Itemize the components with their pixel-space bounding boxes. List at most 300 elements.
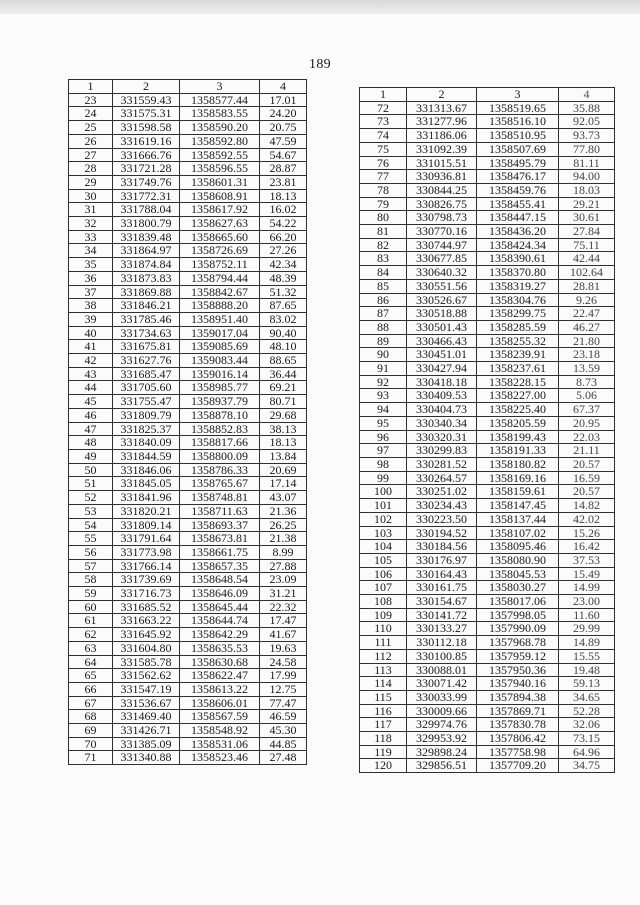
point-number: 79 bbox=[360, 197, 407, 211]
table-header-row bbox=[69, 80, 307, 94]
point-number: 111 bbox=[360, 636, 407, 650]
segment-length: 24.58 bbox=[260, 655, 307, 669]
x-coordinate: 331839.48 bbox=[113, 230, 180, 244]
point-number: 117 bbox=[360, 718, 407, 732]
x-coordinate: 330798.73 bbox=[407, 211, 477, 225]
segment-length: 31.21 bbox=[260, 587, 307, 601]
x-coordinate: 330677.85 bbox=[407, 252, 477, 266]
point-number: 73 bbox=[360, 115, 407, 129]
y-coordinate: 1358622.47 bbox=[180, 669, 260, 683]
table-row bbox=[69, 545, 307, 559]
y-coordinate: 1358255.32 bbox=[477, 334, 559, 348]
x-coordinate: 330154.67 bbox=[407, 595, 477, 609]
table-row bbox=[360, 156, 615, 170]
point-number: 96 bbox=[360, 430, 407, 444]
segment-length: 22.47 bbox=[559, 307, 615, 321]
x-coordinate: 331788.04 bbox=[113, 203, 180, 217]
y-coordinate: 1358107.02 bbox=[477, 526, 559, 540]
y-coordinate: 1358227.00 bbox=[477, 389, 559, 403]
y-coordinate: 1358635.53 bbox=[180, 641, 260, 655]
x-coordinate: 331874.84 bbox=[113, 258, 180, 272]
segment-length: 22.03 bbox=[559, 430, 615, 444]
segment-length: 44.85 bbox=[260, 737, 307, 751]
x-coordinate: 331277.96 bbox=[407, 115, 477, 129]
scan-top-edge bbox=[0, 0, 640, 14]
point-number: 32 bbox=[69, 217, 113, 231]
point-number: 120 bbox=[360, 759, 407, 773]
y-coordinate: 1358436.20 bbox=[477, 225, 559, 239]
x-coordinate: 330299.83 bbox=[407, 444, 477, 458]
y-coordinate: 1358147.45 bbox=[477, 499, 559, 513]
segment-length: 21.36 bbox=[260, 504, 307, 518]
point-number: 68 bbox=[69, 710, 113, 724]
table-row bbox=[69, 463, 307, 477]
y-coordinate: 1358748.81 bbox=[180, 491, 260, 505]
x-coordinate: 331800.79 bbox=[113, 217, 180, 231]
x-coordinate: 330234.43 bbox=[407, 499, 477, 513]
point-number: 84 bbox=[360, 266, 407, 280]
y-coordinate: 1358137.44 bbox=[477, 512, 559, 526]
y-coordinate: 1358390.61 bbox=[477, 252, 559, 266]
table-row bbox=[69, 299, 307, 313]
table-row bbox=[69, 395, 307, 409]
segment-length: 102.64 bbox=[559, 266, 615, 280]
y-coordinate: 1357709.20 bbox=[477, 759, 559, 773]
segment-length: 8.73 bbox=[559, 375, 615, 389]
segment-length: 24.20 bbox=[260, 107, 307, 121]
y-coordinate: 1358661.75 bbox=[180, 545, 260, 559]
x-coordinate: 330320.31 bbox=[407, 430, 477, 444]
segment-length: 75.11 bbox=[559, 238, 615, 252]
y-coordinate: 1358630.68 bbox=[180, 655, 260, 669]
y-coordinate: 1358606.01 bbox=[180, 696, 260, 710]
y-coordinate: 1357998.05 bbox=[477, 608, 559, 622]
table-row bbox=[360, 499, 615, 513]
x-coordinate: 331536.67 bbox=[113, 696, 180, 710]
segment-length: 51.32 bbox=[260, 285, 307, 299]
segment-length: 21.80 bbox=[559, 334, 615, 348]
segment-length: 16.02 bbox=[260, 203, 307, 217]
x-coordinate: 330936.81 bbox=[407, 170, 477, 184]
y-coordinate: 1357894.38 bbox=[477, 690, 559, 704]
point-number: 55 bbox=[69, 532, 113, 546]
segment-length: 42.44 bbox=[559, 252, 615, 266]
segment-length: 17.99 bbox=[260, 669, 307, 683]
table-row bbox=[360, 266, 615, 280]
x-coordinate: 331873.83 bbox=[113, 271, 180, 285]
segment-length: 23.09 bbox=[260, 573, 307, 587]
table-row bbox=[69, 217, 307, 231]
table-row bbox=[69, 655, 307, 669]
x-coordinate: 331562.62 bbox=[113, 669, 180, 683]
point-number: 44 bbox=[69, 381, 113, 395]
table-row bbox=[69, 682, 307, 696]
x-coordinate: 330501.43 bbox=[407, 320, 477, 334]
point-number: 67 bbox=[69, 696, 113, 710]
table-row bbox=[360, 732, 615, 746]
table-row bbox=[69, 107, 307, 121]
point-number: 53 bbox=[69, 504, 113, 518]
point-number: 104 bbox=[360, 540, 407, 554]
segment-length: 73.15 bbox=[559, 732, 615, 746]
x-coordinate: 331685.52 bbox=[113, 600, 180, 614]
x-coordinate: 330112.18 bbox=[407, 636, 477, 650]
x-coordinate: 330418.18 bbox=[407, 375, 477, 389]
table-row bbox=[69, 532, 307, 546]
segment-length: 16.42 bbox=[559, 540, 615, 554]
table-header-row bbox=[360, 88, 615, 102]
x-coordinate: 331645.92 bbox=[113, 628, 180, 642]
segment-length: 23.18 bbox=[559, 348, 615, 362]
y-coordinate: 1358495.79 bbox=[477, 156, 559, 170]
y-coordinate: 1357869.71 bbox=[477, 704, 559, 718]
point-number: 28 bbox=[69, 162, 113, 176]
y-coordinate: 1357758.98 bbox=[477, 745, 559, 759]
point-number: 33 bbox=[69, 230, 113, 244]
table-row bbox=[360, 293, 615, 307]
point-number: 83 bbox=[360, 252, 407, 266]
table-row bbox=[360, 197, 615, 211]
table-row bbox=[69, 628, 307, 642]
x-coordinate: 331092.39 bbox=[407, 142, 477, 156]
table-row bbox=[360, 567, 615, 581]
segment-length: 32.06 bbox=[559, 718, 615, 732]
segment-length: 9.26 bbox=[559, 293, 615, 307]
segment-length: 29.21 bbox=[559, 197, 615, 211]
table-row bbox=[69, 175, 307, 189]
y-coordinate: 1358531.06 bbox=[180, 737, 260, 751]
segment-length: 12.75 bbox=[260, 682, 307, 696]
x-coordinate: 330281.52 bbox=[407, 457, 477, 471]
point-number: 42 bbox=[69, 354, 113, 368]
y-coordinate: 1358878.10 bbox=[180, 408, 260, 422]
y-coordinate: 1358937.79 bbox=[180, 395, 260, 409]
segment-length: 17.47 bbox=[260, 614, 307, 628]
point-number: 61 bbox=[69, 614, 113, 628]
table-row bbox=[360, 375, 615, 389]
x-coordinate: 331755.47 bbox=[113, 395, 180, 409]
segment-length: 5.06 bbox=[559, 389, 615, 403]
x-coordinate: 331869.88 bbox=[113, 285, 180, 299]
y-coordinate: 1358080.90 bbox=[477, 553, 559, 567]
x-coordinate: 330251.02 bbox=[407, 485, 477, 499]
table-row bbox=[360, 320, 615, 334]
y-coordinate: 1358800.09 bbox=[180, 449, 260, 463]
y-coordinate: 1358455.41 bbox=[477, 197, 559, 211]
segment-length: 64.96 bbox=[559, 745, 615, 759]
x-coordinate: 331604.80 bbox=[113, 641, 180, 655]
x-coordinate: 330451.01 bbox=[407, 348, 477, 362]
y-coordinate: 1358228.15 bbox=[477, 375, 559, 389]
point-number: 41 bbox=[69, 340, 113, 354]
point-number: 56 bbox=[69, 545, 113, 559]
point-number: 97 bbox=[360, 444, 407, 458]
segment-length: 30.61 bbox=[559, 211, 615, 225]
table-row bbox=[69, 203, 307, 217]
point-number: 74 bbox=[360, 129, 407, 143]
x-coordinate: 331186.06 bbox=[407, 129, 477, 143]
table-row bbox=[69, 422, 307, 436]
table-row bbox=[360, 677, 615, 691]
point-number: 70 bbox=[69, 737, 113, 751]
point-number: 113 bbox=[360, 663, 407, 677]
point-number: 23 bbox=[69, 93, 113, 107]
y-coordinate: 1358159.61 bbox=[477, 485, 559, 499]
x-coordinate: 330133.27 bbox=[407, 622, 477, 636]
point-number: 92 bbox=[360, 375, 407, 389]
segment-length: 18.13 bbox=[260, 189, 307, 203]
segment-length: 87.65 bbox=[260, 299, 307, 313]
y-coordinate: 1358617.92 bbox=[180, 203, 260, 217]
x-coordinate: 331716.73 bbox=[113, 587, 180, 601]
y-coordinate: 1357959.12 bbox=[477, 649, 559, 663]
x-coordinate: 330409.53 bbox=[407, 389, 477, 403]
column-header: 4 bbox=[260, 80, 307, 94]
y-coordinate: 1358548.92 bbox=[180, 724, 260, 738]
y-coordinate: 1358577.44 bbox=[180, 93, 260, 107]
point-number: 63 bbox=[69, 641, 113, 655]
table-row bbox=[360, 704, 615, 718]
point-number: 71 bbox=[69, 751, 113, 765]
y-coordinate: 1358601.31 bbox=[180, 175, 260, 189]
point-number: 91 bbox=[360, 362, 407, 376]
column-header: 2 bbox=[113, 80, 180, 94]
segment-length: 19.63 bbox=[260, 641, 307, 655]
x-coordinate: 330551.56 bbox=[407, 279, 477, 293]
segment-length: 83.02 bbox=[260, 312, 307, 326]
table-row bbox=[69, 477, 307, 491]
point-number: 87 bbox=[360, 307, 407, 321]
table-row bbox=[360, 636, 615, 650]
point-number: 30 bbox=[69, 189, 113, 203]
table-row bbox=[69, 587, 307, 601]
y-coordinate: 1358726.69 bbox=[180, 244, 260, 258]
x-coordinate: 329974.76 bbox=[407, 718, 477, 732]
table-row bbox=[360, 485, 615, 499]
table-row bbox=[360, 444, 615, 458]
point-number: 106 bbox=[360, 567, 407, 581]
point-number: 110 bbox=[360, 622, 407, 636]
table-row bbox=[360, 595, 615, 609]
table-row bbox=[360, 581, 615, 595]
point-number: 99 bbox=[360, 471, 407, 485]
y-coordinate: 1358642.29 bbox=[180, 628, 260, 642]
point-number: 88 bbox=[360, 320, 407, 334]
point-number: 35 bbox=[69, 258, 113, 272]
point-number: 78 bbox=[360, 183, 407, 197]
table-row bbox=[69, 244, 307, 258]
segment-length: 41.67 bbox=[260, 628, 307, 642]
table-row bbox=[360, 115, 615, 129]
table-row bbox=[360, 403, 615, 417]
segment-length: 38.13 bbox=[260, 422, 307, 436]
segment-length: 92.05 bbox=[559, 115, 615, 129]
segment-length: 27.84 bbox=[559, 225, 615, 239]
y-coordinate: 1358285.59 bbox=[477, 320, 559, 334]
column-header: 1 bbox=[69, 80, 113, 94]
x-coordinate: 331313.67 bbox=[407, 101, 477, 115]
segment-length: 69.21 bbox=[260, 381, 307, 395]
y-coordinate: 1357830.78 bbox=[477, 718, 559, 732]
point-number: 65 bbox=[69, 669, 113, 683]
segment-length: 67.37 bbox=[559, 403, 615, 417]
y-coordinate: 1358786.33 bbox=[180, 463, 260, 477]
point-number: 86 bbox=[360, 293, 407, 307]
x-coordinate: 331820.21 bbox=[113, 504, 180, 518]
point-number: 101 bbox=[360, 499, 407, 513]
point-number: 46 bbox=[69, 408, 113, 422]
table-row bbox=[69, 312, 307, 326]
table-row bbox=[360, 690, 615, 704]
segment-length: 77.80 bbox=[559, 142, 615, 156]
point-number: 108 bbox=[360, 595, 407, 609]
table-row bbox=[69, 326, 307, 340]
x-coordinate: 331749.76 bbox=[113, 175, 180, 189]
segment-length: 27.48 bbox=[260, 751, 307, 765]
point-number: 45 bbox=[69, 395, 113, 409]
x-coordinate: 331773.98 bbox=[113, 545, 180, 559]
point-number: 38 bbox=[69, 299, 113, 313]
segment-length: 66.20 bbox=[260, 230, 307, 244]
point-number: 27 bbox=[69, 148, 113, 162]
y-coordinate: 1358516.10 bbox=[477, 115, 559, 129]
x-coordinate: 331385.09 bbox=[113, 737, 180, 751]
table-row bbox=[360, 649, 615, 663]
x-coordinate: 330526.67 bbox=[407, 293, 477, 307]
table-row bbox=[69, 367, 307, 381]
table-row bbox=[360, 512, 615, 526]
x-coordinate: 330194.52 bbox=[407, 526, 477, 540]
x-coordinate: 331559.43 bbox=[113, 93, 180, 107]
table-row bbox=[360, 663, 615, 677]
x-coordinate: 331739.69 bbox=[113, 573, 180, 587]
segment-length: 88.65 bbox=[260, 354, 307, 368]
table-row bbox=[360, 540, 615, 554]
point-number: 39 bbox=[69, 312, 113, 326]
table-row bbox=[69, 354, 307, 368]
point-number: 58 bbox=[69, 573, 113, 587]
segment-length: 42.02 bbox=[559, 512, 615, 526]
x-coordinate: 331846.21 bbox=[113, 299, 180, 313]
point-number: 115 bbox=[360, 690, 407, 704]
y-coordinate: 1358205.59 bbox=[477, 416, 559, 430]
table-row bbox=[360, 457, 615, 471]
x-coordinate: 331845.05 bbox=[113, 477, 180, 491]
point-number: 93 bbox=[360, 389, 407, 403]
segment-length: 18.03 bbox=[559, 183, 615, 197]
y-coordinate: 1358752.11 bbox=[180, 258, 260, 272]
x-coordinate: 330164.43 bbox=[407, 567, 477, 581]
table-row bbox=[69, 724, 307, 738]
x-coordinate: 330466.43 bbox=[407, 334, 477, 348]
y-coordinate: 1358657.35 bbox=[180, 559, 260, 573]
table-row bbox=[69, 449, 307, 463]
x-coordinate: 331015.51 bbox=[407, 156, 477, 170]
y-coordinate: 1358095.46 bbox=[477, 540, 559, 554]
point-number: 95 bbox=[360, 416, 407, 430]
segment-length: 17.14 bbox=[260, 477, 307, 491]
x-coordinate: 330404.73 bbox=[407, 403, 477, 417]
table-row bbox=[69, 436, 307, 450]
x-coordinate: 329953.92 bbox=[407, 732, 477, 746]
point-number: 81 bbox=[360, 225, 407, 239]
y-coordinate: 1358817.66 bbox=[180, 436, 260, 450]
segment-length: 29.68 bbox=[260, 408, 307, 422]
table-row bbox=[69, 93, 307, 107]
x-coordinate: 330844.25 bbox=[407, 183, 477, 197]
x-coordinate: 331721.28 bbox=[113, 162, 180, 176]
table-row bbox=[360, 170, 615, 184]
point-number: 107 bbox=[360, 581, 407, 595]
point-number: 114 bbox=[360, 677, 407, 691]
point-number: 98 bbox=[360, 457, 407, 471]
segment-length: 28.87 bbox=[260, 162, 307, 176]
point-number: 76 bbox=[360, 156, 407, 170]
table-row bbox=[360, 389, 615, 403]
table-row bbox=[69, 600, 307, 614]
point-number: 102 bbox=[360, 512, 407, 526]
y-coordinate: 1358985.77 bbox=[180, 381, 260, 395]
segment-length: 11.60 bbox=[559, 608, 615, 622]
x-coordinate: 330033.99 bbox=[407, 690, 477, 704]
x-coordinate: 330264.57 bbox=[407, 471, 477, 485]
y-coordinate: 1358169.16 bbox=[477, 471, 559, 485]
table-row bbox=[360, 348, 615, 362]
segment-length: 48.10 bbox=[260, 340, 307, 354]
y-coordinate: 1357940.16 bbox=[477, 677, 559, 691]
segment-length: 18.13 bbox=[260, 436, 307, 450]
table-row bbox=[360, 279, 615, 293]
y-coordinate: 1358596.55 bbox=[180, 162, 260, 176]
x-coordinate: 330184.56 bbox=[407, 540, 477, 554]
segment-length: 17.01 bbox=[260, 93, 307, 107]
point-number: 62 bbox=[69, 628, 113, 642]
column-header: 3 bbox=[477, 88, 559, 102]
y-coordinate: 1357806.42 bbox=[477, 732, 559, 746]
x-coordinate: 331809.79 bbox=[113, 408, 180, 422]
point-number: 48 bbox=[69, 436, 113, 450]
point-number: 40 bbox=[69, 326, 113, 340]
x-coordinate: 330770.16 bbox=[407, 225, 477, 239]
y-coordinate: 1358765.67 bbox=[180, 477, 260, 491]
segment-length: 21.38 bbox=[260, 532, 307, 546]
point-number: 69 bbox=[69, 724, 113, 738]
point-number: 105 bbox=[360, 553, 407, 567]
point-number: 112 bbox=[360, 649, 407, 663]
x-coordinate: 330141.72 bbox=[407, 608, 477, 622]
point-number: 36 bbox=[69, 271, 113, 285]
segment-length: 52.28 bbox=[559, 704, 615, 718]
table-row bbox=[69, 134, 307, 148]
table-row bbox=[360, 238, 615, 252]
x-coordinate: 329856.51 bbox=[407, 759, 477, 773]
point-number: 31 bbox=[69, 203, 113, 217]
y-coordinate: 1358646.09 bbox=[180, 587, 260, 601]
x-coordinate: 330161.75 bbox=[407, 581, 477, 595]
point-number: 64 bbox=[69, 655, 113, 669]
y-coordinate: 1358370.80 bbox=[477, 266, 559, 280]
point-number: 119 bbox=[360, 745, 407, 759]
point-number: 80 bbox=[360, 211, 407, 225]
x-coordinate: 330071.42 bbox=[407, 677, 477, 691]
point-number: 118 bbox=[360, 732, 407, 746]
x-coordinate: 331791.64 bbox=[113, 532, 180, 546]
segment-length: 46.59 bbox=[260, 710, 307, 724]
point-number: 29 bbox=[69, 175, 113, 189]
segment-length: 28.81 bbox=[559, 279, 615, 293]
x-coordinate: 331426.71 bbox=[113, 724, 180, 738]
y-coordinate: 1358239.91 bbox=[477, 348, 559, 362]
